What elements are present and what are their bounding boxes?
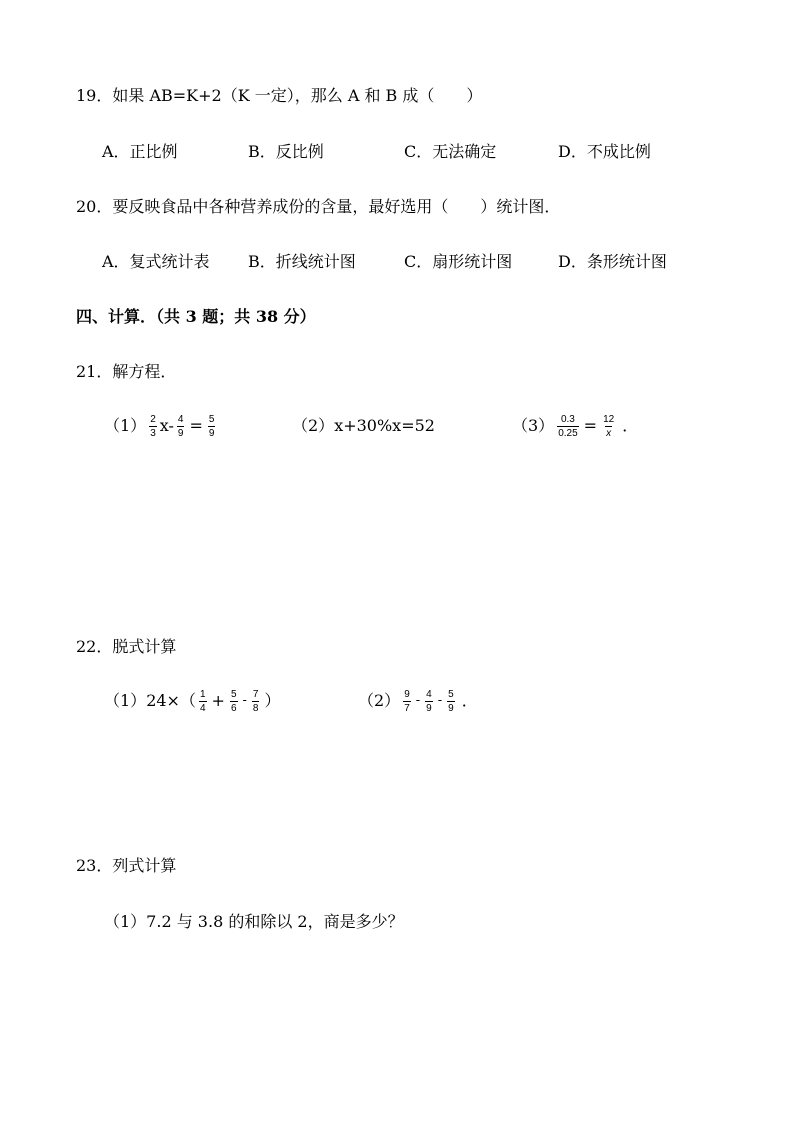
fraction-denominator: 9	[208, 427, 215, 439]
q19-option-a: A．正比例	[102, 142, 178, 161]
q23-stem: 23．列式计算	[76, 856, 177, 875]
fraction	[177, 414, 185, 439]
fraction-denominator: 0.25	[558, 427, 578, 439]
fraction-numerator: 5	[230, 688, 237, 700]
fraction-numerator: 0.3	[560, 413, 575, 425]
minus-sign: -	[415, 693, 421, 708]
section-heading: 四、计算．（共 3 题；共 38 分）	[76, 307, 316, 326]
fraction	[557, 414, 578, 439]
q20-option-c: C．扇形统计图	[404, 252, 513, 271]
q19-stem: 19．如果 AB=K+2（K 一定），那么 A 和 B 成（ ）	[76, 86, 483, 105]
q22-part1	[104, 683, 280, 719]
fraction-denominator: 6	[230, 702, 237, 714]
fraction-denominator: x	[606, 427, 612, 439]
q20-option-b: B．折线统计图	[248, 252, 356, 271]
equals-sign: =	[189, 416, 203, 435]
q21-part2-label: （2）	[292, 416, 335, 435]
q21-part1-x: x-	[159, 416, 174, 435]
fraction	[208, 414, 216, 439]
fraction-denominator: 8	[252, 702, 259, 714]
q20-option-d: D．条形统计图	[558, 252, 667, 271]
q23-part1: （1）7.2 与 3.8 的和除以 2，商是多少？	[104, 912, 404, 931]
q21-part3-label: （3）	[512, 416, 555, 435]
fraction-numerator: 1	[199, 688, 206, 700]
plus-sign: +	[211, 691, 225, 710]
fraction	[252, 689, 260, 714]
fraction-numerator: 9	[404, 688, 410, 700]
q19-option-b: B．反比例	[248, 142, 324, 161]
fraction-denominator: 9	[448, 702, 454, 714]
fraction-numerator: 4	[177, 413, 184, 425]
q19-option-c: C．无法确定	[404, 142, 497, 161]
q21-part3	[512, 408, 638, 444]
fraction	[403, 689, 411, 714]
q20-option-a: A．复式统计表	[102, 252, 210, 271]
minus-sign: -	[437, 693, 443, 708]
q21-stem: 21．解方程．	[76, 362, 177, 381]
fraction-numerator: 5	[448, 688, 454, 700]
q22-stem: 22．脱式计算	[76, 637, 177, 656]
q22-part1-suffix: ）	[264, 691, 281, 710]
q22-part1-label: （1）	[104, 691, 147, 710]
fraction	[199, 689, 207, 714]
q22-part2-period: ．	[461, 691, 478, 710]
fraction	[230, 689, 238, 714]
fraction	[447, 689, 455, 714]
fraction-numerator: 12	[603, 413, 615, 425]
fraction-numerator: 7	[252, 688, 259, 700]
q21-part3-period: ．	[622, 416, 639, 435]
fraction-denominator: 7	[404, 702, 410, 714]
q21-part2	[292, 408, 435, 444]
q21-part1	[104, 408, 218, 444]
fraction-numerator: 2	[150, 413, 156, 425]
q22-part1-prefix: 24×（	[146, 691, 196, 710]
q21-part2-expression: x+30%x=52	[334, 416, 435, 435]
q21-part1-label: （1）	[104, 416, 147, 435]
fraction-denominator: 9	[426, 702, 432, 714]
fraction-denominator: 9	[177, 427, 184, 439]
fraction-denominator: 4	[199, 702, 206, 714]
fraction	[425, 689, 433, 714]
fraction-numerator: 4	[426, 688, 432, 700]
fraction	[602, 414, 615, 439]
q22-part2	[358, 683, 478, 719]
equals-sign: =	[583, 416, 598, 435]
minus-sign: -	[242, 693, 247, 708]
q19-option-d: D．不成比例	[558, 142, 651, 161]
q22-part2-label: （2）	[358, 691, 401, 710]
fraction-numerator: 5	[208, 413, 215, 425]
fraction-denominator: 3	[150, 427, 156, 439]
q20-stem: 20．要反映食品中各种营养成份的含量，最好选用（ ）统计图．	[76, 197, 561, 216]
fraction	[149, 414, 157, 439]
